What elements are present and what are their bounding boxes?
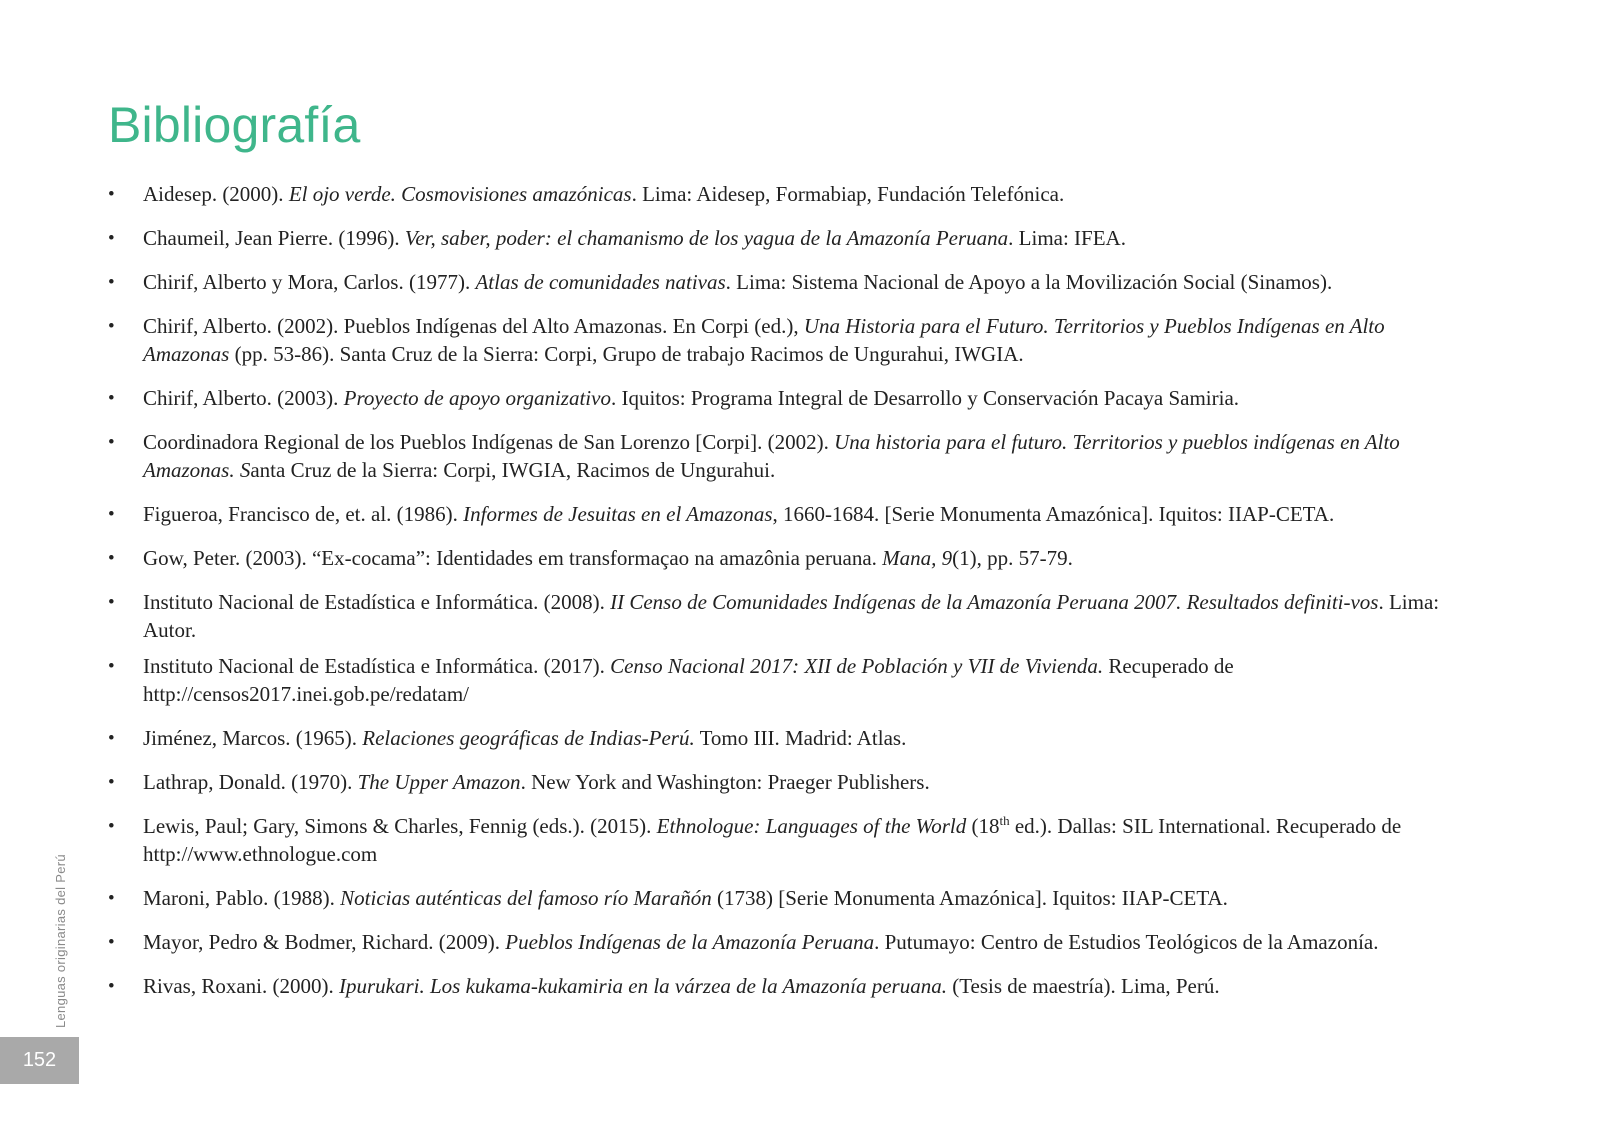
reference-item bbox=[108, 312, 1468, 368]
reference-text: (Tesis de maestría). Lima, Perú. bbox=[946, 974, 1220, 998]
reference-item bbox=[108, 180, 1468, 208]
reference-title: Noticias auténticas del famoso río Marañón bbox=[340, 886, 712, 910]
reference-title: Ethnologue: Languages of the World bbox=[656, 814, 967, 838]
reference-text: (pp. 53-86). Santa Cruz de la Sierra: Corpi, Grupo de trabajo Racimos de Ungurahui, IWGIA. bbox=[229, 342, 1024, 366]
page-number: 152 bbox=[22, 1049, 57, 1071]
reference-text: Instituto Nacional de Estadística e Informática. (2008). bbox=[143, 590, 611, 614]
reference-text: Tomo III. Madrid: Atlas. bbox=[694, 726, 907, 750]
reference-text: Coordinadora Regional de los Pueblos Indígenas de San Lorenzo [Corpi]. (2002). bbox=[143, 430, 835, 454]
reference-text: Recuperado de http://censos2017.inei.gob.pe/redatam/ bbox=[143, 654, 1234, 706]
reference-item bbox=[108, 500, 1468, 528]
reference-title: El ojo verde. Cosmovisiones amazónicas bbox=[288, 182, 632, 206]
reference-item bbox=[108, 544, 1468, 572]
reference-item bbox=[108, 588, 1468, 644]
reference-title: Mana, 9 bbox=[882, 546, 953, 570]
reference-text: . New York and Washington: Praeger Publishers. bbox=[520, 770, 930, 794]
reference-text: . Lima: Sistema Nacional de Apoyo a la Movilización Social (Sinamos). bbox=[725, 270, 1333, 294]
reference-item bbox=[108, 224, 1468, 252]
reference-item bbox=[108, 972, 1468, 1000]
reference-text: Chaumeil, Jean Pierre. (1996). bbox=[143, 226, 405, 250]
reference-text: , 1660-1684. [Serie Monumenta Amazónica]. Iquitos: IIAP-CETA. bbox=[772, 502, 1335, 526]
reference-text: Aidesep. (2000). bbox=[143, 182, 289, 206]
reference-title: Ver, saber, poder: el chamanismo de los yagua de la Amazonía Peruana bbox=[404, 226, 1009, 250]
reference-title: Relaciones geográficas de Indias-Perú. bbox=[362, 726, 695, 750]
reference-text: anta Cruz de la Sierra: Corpi, IWGIA, Racimos de Ungurahui. bbox=[250, 458, 776, 482]
reference-text: (18 bbox=[966, 814, 1000, 838]
reference-item bbox=[108, 268, 1468, 296]
reference-text: . Iquitos: Programa Integral de Desarrollo y Conservación Pacaya Samiria. bbox=[610, 386, 1240, 410]
reference-text: Lewis, Paul; Gary, Simons & Charles, Fennig (eds.). (2015). bbox=[143, 814, 657, 838]
reference-title: Una Historia para el Futuro. Territorios y Pueblos Indígenas en Alto Amazonas bbox=[143, 314, 1385, 366]
reference-item bbox=[108, 928, 1468, 956]
reference-text: ed.). Dallas: SIL International. Recuperado de http://www.ethnologue.com bbox=[143, 814, 1402, 866]
reference-text: Chirif, Alberto. (2003). bbox=[143, 386, 344, 410]
reference-text: (1738) [Serie Monumenta Amazónica]. Iquitos: IIAP-CETA. bbox=[711, 886, 1228, 910]
reference-text: (1), pp. 57-79. bbox=[952, 546, 1073, 570]
reference-text: . Lima: Aidesep, Formabiap, Fundación Telefónica. bbox=[631, 182, 1065, 206]
reference-title: The Upper Amazon bbox=[357, 770, 521, 794]
reference-text: . Lima: IFEA. bbox=[1008, 226, 1126, 250]
reference-text: Jiménez, Marcos. (1965). bbox=[143, 726, 363, 750]
reference-item bbox=[108, 812, 1468, 868]
side-label: Lenguas originarias del Perú bbox=[53, 854, 68, 1028]
reference-item bbox=[108, 384, 1468, 412]
reference-item bbox=[108, 428, 1468, 484]
reference-text: Rivas, Roxani. (2000). bbox=[143, 974, 339, 998]
page-title: Bibliografía bbox=[108, 97, 361, 153]
bibliography-list bbox=[108, 180, 1468, 1016]
reference-text: Chirif, Alberto. (2002). Pueblos Indígenas del Alto Amazonas. En Corpi (ed.), bbox=[143, 314, 804, 338]
reference-text: . Lima: Autor. bbox=[143, 590, 1440, 642]
reference-text: Lathrap, Donald. (1970). bbox=[143, 770, 358, 794]
reference-item bbox=[108, 652, 1468, 708]
reference-title: Atlas de comunidades nativas bbox=[475, 270, 726, 294]
reference-text: Maroni, Pablo. (1988). bbox=[143, 886, 341, 910]
reference-text: . Putumayo: Centro de Estudios Teológicos de la Amazonía. bbox=[874, 930, 1379, 954]
reference-title: II Censo de Comunidades Indígenas de la Amazonía Peruana 2007. Resultados definiti-vos bbox=[610, 590, 1379, 614]
reference-item bbox=[108, 884, 1468, 912]
reference-text: Figueroa, Francisco de, et. al. (1986). bbox=[143, 502, 464, 526]
reference-title: Ipurukari. Los kukama-kukamiria en la várzea de la Amazonía peruana. bbox=[338, 974, 947, 998]
reference-superscript: th bbox=[999, 813, 1010, 828]
reference-text: Mayor, Pedro & Bodmer, Richard. (2009). bbox=[143, 930, 506, 954]
reference-text: Instituto Nacional de Estadística e Informática. (2017). bbox=[143, 654, 611, 678]
reference-item bbox=[108, 768, 1468, 796]
reference-title: Proyecto de apoyo organizativo bbox=[343, 386, 611, 410]
reference-item bbox=[108, 724, 1468, 752]
reference-text: Chirif, Alberto y Mora, Carlos. (1977). bbox=[143, 270, 476, 294]
reference-title: Pueblos Indígenas de la Amazonía Peruana bbox=[505, 930, 875, 954]
page-number-box bbox=[0, 1037, 79, 1084]
reference-title: Informes de Jesuitas en el Amazonas bbox=[463, 502, 773, 526]
reference-title: Una historia para el futuro. Territorios y pueblos indígenas en Alto Amazonas. S bbox=[143, 430, 1400, 482]
reference-title: Censo Nacional 2017: XII de Población y VII de Vivienda. bbox=[610, 654, 1104, 678]
reference-text: Gow, Peter. (2003). “Ex-cocama”: Identidades em transformaçao na amazônia peruana. bbox=[143, 546, 883, 570]
